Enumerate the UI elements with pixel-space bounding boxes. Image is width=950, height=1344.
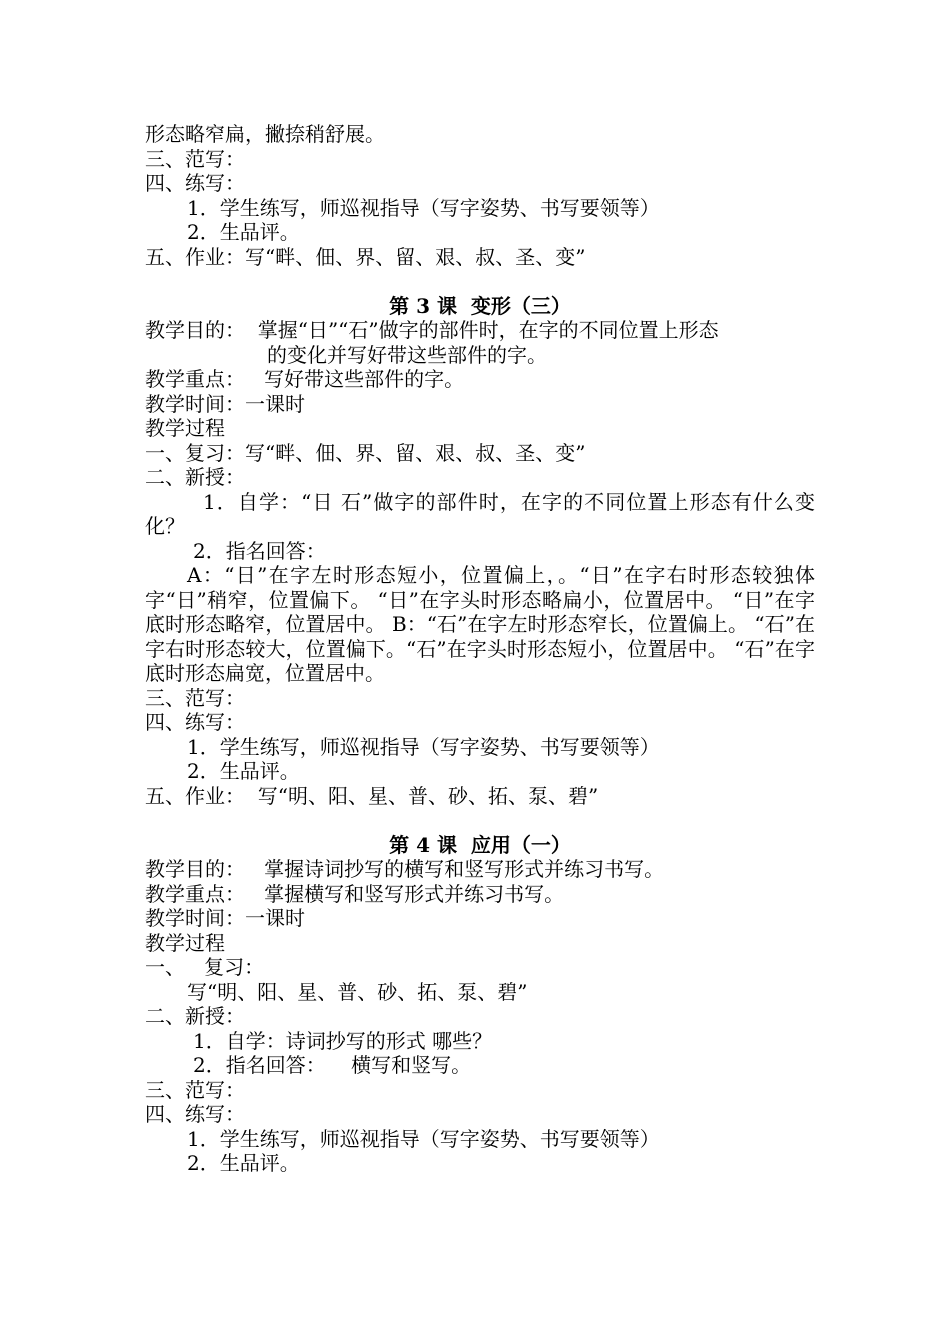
lesson3-focus: 教学重点： 写好带这些部件的字。	[145, 367, 465, 391]
lesson3-homework: 五、作业： 写“明、阳、星、普、砂、拓、泵、碧”	[145, 783, 599, 808]
lesson3-goal-line-2: 的变化并写好带这些部件的字。	[267, 342, 547, 367]
prev-lianxie: 四、练写：	[145, 171, 245, 195]
lesson4-time: 教学时间：一课时	[145, 906, 305, 930]
lesson3-answer-label: 2．指名回答：	[193, 538, 326, 563]
lesson4-answer: 2．指名回答： 横写和竖写。	[193, 1053, 472, 1077]
lesson3-process: 教学过程	[145, 416, 225, 440]
lesson3-lianxie: 四、练写：	[145, 710, 245, 734]
lesson4-lianxie: 四、练写：	[145, 1102, 245, 1126]
lesson4-focus: 教学重点： 掌握横写和竖写形式并练习书写。	[145, 881, 565, 906]
lesson4-review-text: 写“明、阳、星、普、砂、拓、泵、碧”	[187, 979, 528, 1004]
prev-fanxie: 三、范写：	[145, 146, 245, 171]
prev-line-1: 形态略窄扁，撇捺稍舒展。	[145, 122, 385, 146]
lesson3-new: 二、新授：	[145, 465, 245, 489]
lesson3-goal-line-1: 教学目的： 掌握“日”“石”做字的部件时，在字的不同位置上形态	[145, 318, 719, 342]
lesson4-goal: 教学目的： 掌握诗词抄写的横写和竖写形式并练习书写。	[145, 857, 665, 881]
lesson3-time: 教学时间：一课时	[145, 391, 305, 416]
lesson4-step-2: 2．生品评。	[187, 1151, 300, 1175]
lesson4-self-study: 1．自学：诗词抄写的形式 哪些？	[193, 1028, 493, 1053]
lesson4-step-1: 1．学生练写，师巡视指导（写字姿势、书写要领等）	[187, 1126, 660, 1151]
lesson3-title: 第 3 课 变形（三）	[389, 293, 571, 318]
lesson4-fanxie: 三、范写：	[145, 1077, 245, 1102]
lesson4-new: 二、新授：	[145, 1004, 245, 1028]
lesson4-review: 一、 复习：	[145, 955, 265, 979]
lesson3-self-study: 1．自学：“日 石”做字的部件时，在字的不同位置上形态有什么变化？	[145, 489, 815, 538]
lesson3-review: 一、复习：写“畔、佃、界、留、艰、叔、圣、变”	[145, 440, 586, 465]
lesson4-process: 教学过程	[145, 930, 225, 955]
prev-homework: 五、作业：写“畔、佃、界、留、艰、叔、圣、变”	[145, 244, 586, 269]
lesson3-step-2: 2．生品评。	[187, 759, 300, 783]
lesson3-step-1: 1．学生练写，师巡视指导（写字姿势、书写要领等）	[187, 734, 660, 759]
lesson4-title: 第 4 课 应用（一）	[389, 832, 571, 857]
lesson3-fanxie: 三、范写：	[145, 685, 245, 710]
prev-step-2: 2．生品评。	[187, 220, 300, 244]
document-page	[145, 122, 815, 1176]
lesson3-answer-text: A：“日”在字左时形态短小，位置偏上，。“日”在字右时形态较独体字“日”稍窄，位置偏下。 “日”在字头时形态略扁小，位置居中。 “日”在字底时形态略窄，位置居中。 B：“石”在字左时形态窄长，位置偏上。 “石”在字右时形态较大，位置偏下。“石”在字头时形态短小，位置居中。 “石”在字底时形态扁宽，位置居中。	[145, 563, 815, 685]
prev-step-1: 1．学生练写，师巡视指导（写字姿势、书写要领等）	[187, 195, 660, 220]
